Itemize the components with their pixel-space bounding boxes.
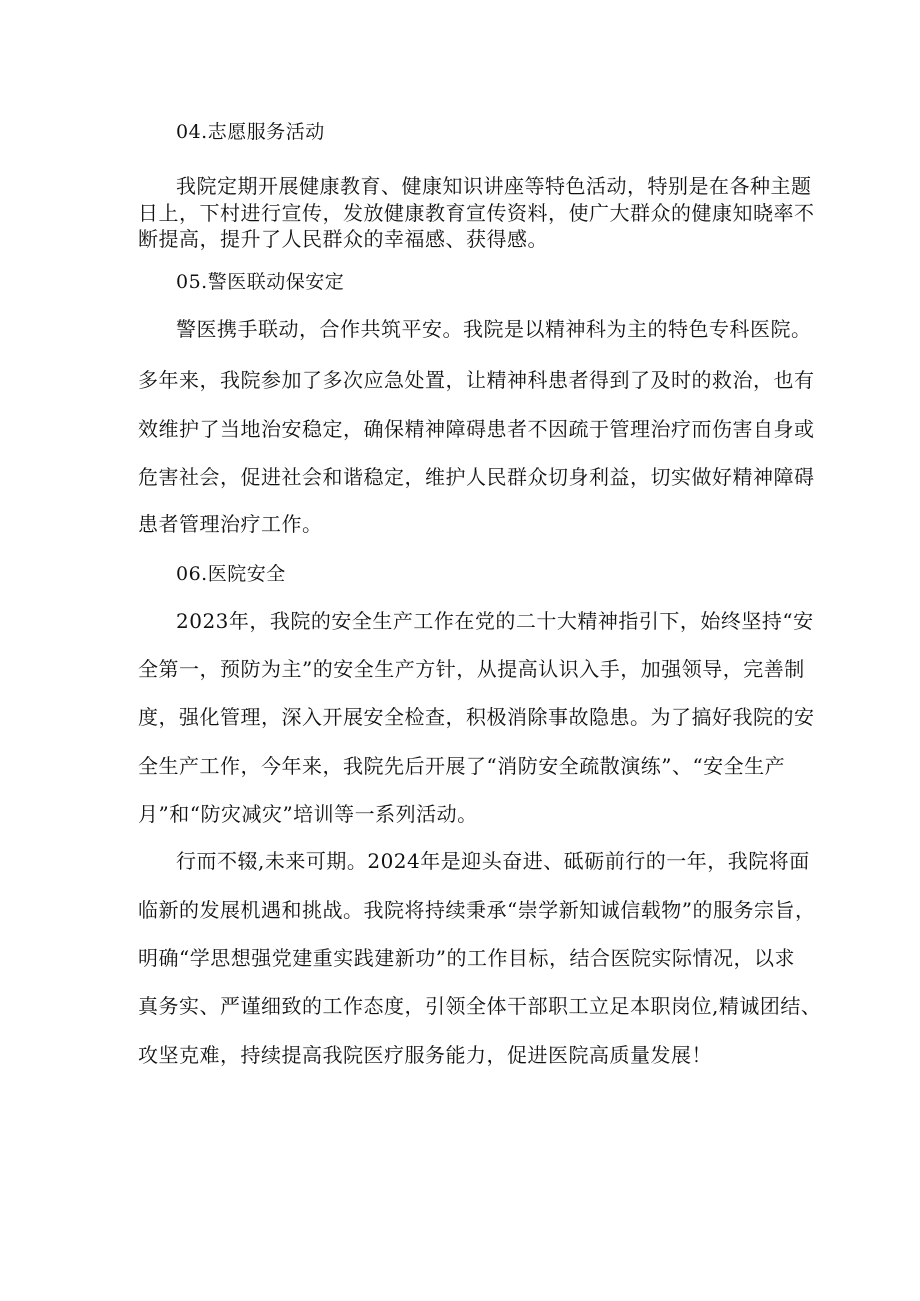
paragraph-line: 攻坚克难，持续提高我院医疗服务能力，促进医院高质量发展！	[138, 1043, 712, 1067]
paragraph-line: 危害社会，促进社会和谐稳定，维护人民群众切身利益，切实做好精神障碍	[138, 465, 815, 489]
paragraph-line: 临新的发展机遇和挑战。我院将持续秉承“崇学新知诚信载物”的服务宗旨，	[138, 898, 816, 922]
paragraph-line: 日上，下村进行宣传，发放健康教育宣传资料，使广大群众的健康知晓率不	[138, 201, 815, 225]
paragraph-line: 多年来，我院参加了多次应急处置，让精神科患者得到了及时的救治，也有	[138, 368, 815, 392]
section-heading-04: 04.志愿服务活动	[176, 121, 325, 143]
paragraph-line: 全第一，预防为主”的安全生产方针，从提高认识入手，加强领导，完善制	[138, 657, 805, 681]
paragraph-line: 行而不辍,未来可期。2024年是迎头奋进、砥砺前行的一年，我院将面	[176, 849, 810, 873]
paragraph-line: 断提高，提升了人民群众的幸福感、获得感。	[138, 227, 548, 251]
paragraph-line: 我院定期开展健康教育、健康知识讲座等特色活动，特别是在各种主题	[176, 174, 812, 198]
paragraph-line: 全生产工作，今年来，我院先后开展了“消防安全疏散演练”、“安全生产	[138, 754, 786, 778]
paragraph-line: 月”和“防灾减灾”培训等一系列活动。	[138, 802, 478, 826]
paragraph-line: 警医携手联动，合作共筑平安。我院是以精神科为主的特色专科医院。	[176, 317, 812, 341]
paragraph-line: 2023年，我院的安全生产工作在党的二十大精神指引下，始终坚持“安	[176, 609, 814, 633]
section-heading-06: 06.医院安全	[176, 563, 286, 585]
paragraph-line: 真务实、严谨细致的工作态度，引领全体干部职工立足本职岗位,精诚团结、	[138, 994, 822, 1018]
paragraph-line: 明确“学思想强党建重实践建新功”的工作目标，结合医院实际情况，以求	[138, 946, 795, 970]
section-heading-05: 05.警医联动保安定	[176, 271, 345, 293]
paragraph-line: 度，强化管理，深入开展安全检查，积极消除事故隐患。为了搞好我院的安	[138, 705, 815, 729]
paragraph-line: 效维护了当地治安稳定，确保精神障碍患者不因疏于管理治疗而伤害自身或	[138, 417, 815, 441]
paragraph-line: 患者管理治疗工作。	[138, 512, 323, 536]
